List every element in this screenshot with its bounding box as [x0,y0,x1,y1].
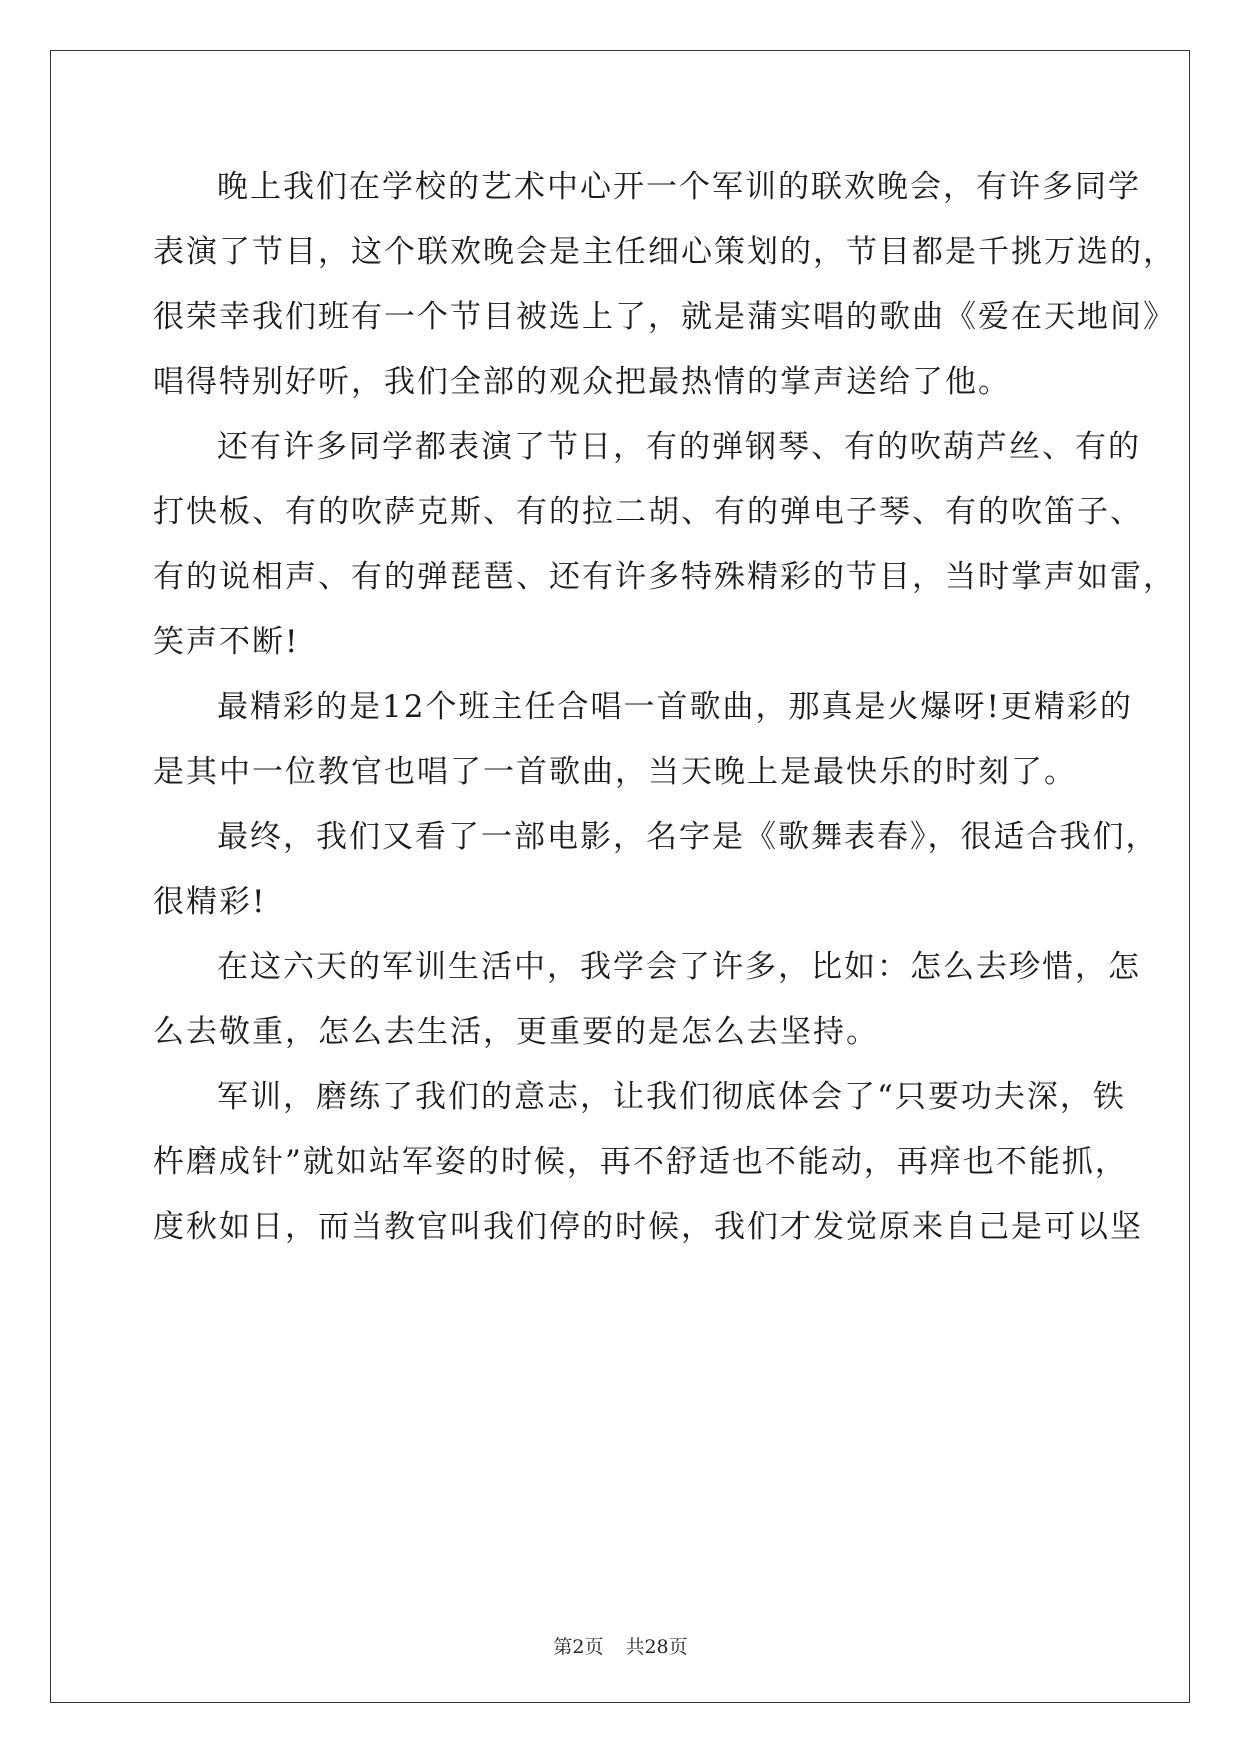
paragraph-4-line-2: 很精彩! [153,884,267,920]
page-number: 第2页 [553,1636,604,1658]
paragraph-3-line-1: 最精彩的是12个班主任合唱一首歌曲，那真是火爆呀!更精彩的 [217,689,1133,725]
paragraph-1-line-4: 唱得特别好听，我们全部的观众把最热情的掌声送给了他。 [153,364,1011,400]
paragraph-5-line-1: 在这六天的军训生活中，我学会了许多，比如：怎么去珍惜，怎 [217,949,1141,985]
paragraph-6-line-1: 军训，磨练了我们的意志，让我们彻底体会了“只要功夫深，铁 [217,1079,1126,1115]
paragraph-2-line-2: 打快板、有的吹萨克斯、有的拉二胡、有的弹电子琴、有的吹笛子、 [153,494,1143,530]
page-footer [0,1632,1241,1659]
paragraph-5-line-2: 么去敬重，怎么去生活，更重要的是怎么去坚持。 [153,1014,879,1050]
document-body [153,155,1176,1260]
paragraph-6-line-2: 杵磨成针”就如站军姿的时候，再不舒适也不能动，再痒也不能抓， [153,1144,1128,1180]
paragraph-2-line-1: 还有许多同学都表演了节日，有的弹钢琴、有的吹葫芦丝、有的 [217,429,1141,465]
paragraph-2-line-3: 有的说相声、有的弹琵琶、还有许多特殊精彩的节目，当时掌声如雷， [153,559,1176,595]
page-total: 共28页 [625,1636,688,1658]
paragraph-4-line-1: 最终，我们又看了一部电影，名字是《歌舞表春》，很适合我们， [217,819,1159,855]
paragraph-1-line-2: 表演了节目，这个联欢晚会是主任细心策划的，节目都是千挑万选的， [153,234,1176,270]
paragraph-1-line-1: 晚上我们在学校的艺术中心开一个军训的联欢晚会，有许多同学 [217,169,1141,205]
paragraph-3-line-2: 是其中一位教官也唱了一首歌曲，当天晚上是最快乐的时刻了。 [153,754,1077,790]
paragraph-2-line-4: 笑声不断! [153,624,300,660]
paragraph-6-line-3: 度秋如日，而当教官叫我们停的时候，我们才发觉原来自己是可以坚 [153,1209,1143,1245]
paragraph-1-line-3: 很荣幸我们班有一个节目被选上了，就是蒲实唱的歌曲《爱在天地间》 [153,299,1176,335]
